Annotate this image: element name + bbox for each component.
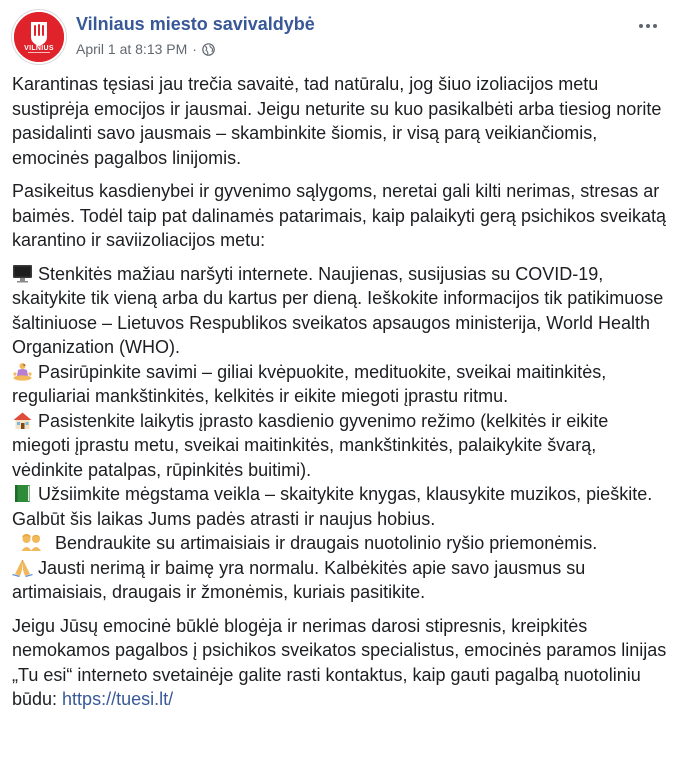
tip-text: Pasirūpinkite savimi – giliai kvėpuokite, medituokite, sveikai maitinkitės, reguliariai mankštinkitės, kelkitės ir eikite miegoti įprastu ritmu. (12, 361, 607, 406)
people-icon (12, 533, 50, 552)
folded-hands-icon (12, 558, 33, 577)
post-meta (76, 41, 215, 57)
tip-item (12, 262, 667, 360)
computer-monitor-icon (12, 264, 33, 283)
post-paragraph-1: Karantinas tęsiasi jau trečia savaitė, tad natūralu, jog šiuo izoliacijos metu sustiprėja emocijos ir jausmai. Jeigu neturite su kuo pasikalbėti arba tiesiog norite pasidalinti savo jausmais – skambinkite šiomis, ir visą parą veikiančiomis, emocinės pagalbos linijomis. (12, 74, 662, 168)
tip-item (12, 409, 667, 483)
tip-item (12, 360, 667, 409)
tip-text: Jausti nerimą ir baimę yra normalu. Kalbėkitės apie savo jausmus su artimaisiais, draugais ir žmonėmis, kuriais pasitikite. (12, 557, 586, 602)
post-body (12, 72, 667, 721)
more-dot (653, 24, 657, 28)
vilnius-logo-icon (14, 12, 64, 62)
meditating-person-icon (12, 362, 33, 381)
tip-item (12, 556, 667, 605)
page-avatar[interactable] (12, 10, 66, 64)
tip-text: Stenkitės mažiau naršyti internete. Naujienas, susijusias su COVID-19, skaitykite tik vieną arba du kartus per dieną. Ieškokite informacijos tik patikimuose šaltiniuose – Lietuvos Respublikos sveikatos apsaugos ministerija, World Health Organization (WHO). (12, 263, 664, 357)
green-book-icon (12, 484, 33, 503)
paragraph-3-text: Jeigu Jūsų emocinė būklė blogėja ir nerimas darosi stipresnis, kreipkitės nemokamos pagalbos į psichikos sveikatos specialistus, emocinės paramos linijas „Tu esi“ interneto svetainėje galite rasti kontaktus, kaip gauti pagalbą nuotoliniu būdu: (12, 615, 667, 709)
page-name[interactable]: Vilniaus miesto savivaldybė (76, 14, 315, 34)
tips-list (12, 262, 667, 605)
post-header (12, 8, 663, 64)
meta-separator: · (192, 41, 197, 57)
tip-text: Bendraukite su artimaisiais ir draugais nuotolinio ryšio priemonėmis. (55, 533, 598, 553)
globe-icon[interactable] (202, 43, 215, 56)
post-paragraph-2: Pasikeitus kasdienybei ir gyvenimo sąlygoms, neretai gali kilti nerimas, stresas ar baimės. Todėl taip pat dalinamės patarimais, kaip palaikyti gerą psichikos sveikatą karantino ir saviizoliacijos metu: (12, 181, 667, 250)
tip-text: Pasistenkite laikytis įprasto kasdienio gyvenimo režimo (kelkitės ir eikite miegoti įprastu metu, sveikai maitinkitės, mankštinkitės, palaikykite švarą, vėdinkite patalpas, rūpinkitės buitimi). (12, 410, 609, 480)
tip-text: Užsiimkite mėgstama veikla – skaitykite knygas, klausykite muzikos, pieškite. Galbūt šis laikas Jums padės atrasti ir naujus hobius. (12, 484, 653, 529)
avatar-text: VILNIUS (24, 45, 54, 52)
tuesi-link[interactable]: https://tuesi.lt/ (62, 689, 174, 709)
more-dot (646, 24, 650, 28)
tip-item (12, 482, 667, 531)
house-icon (12, 411, 33, 430)
post-paragraph-3 (12, 614, 667, 712)
more-options-icon[interactable] (633, 14, 663, 38)
post-timestamp[interactable]: April 1 at 8:13 PM (76, 41, 188, 57)
more-dot (639, 24, 643, 28)
tip-item (12, 531, 667, 556)
